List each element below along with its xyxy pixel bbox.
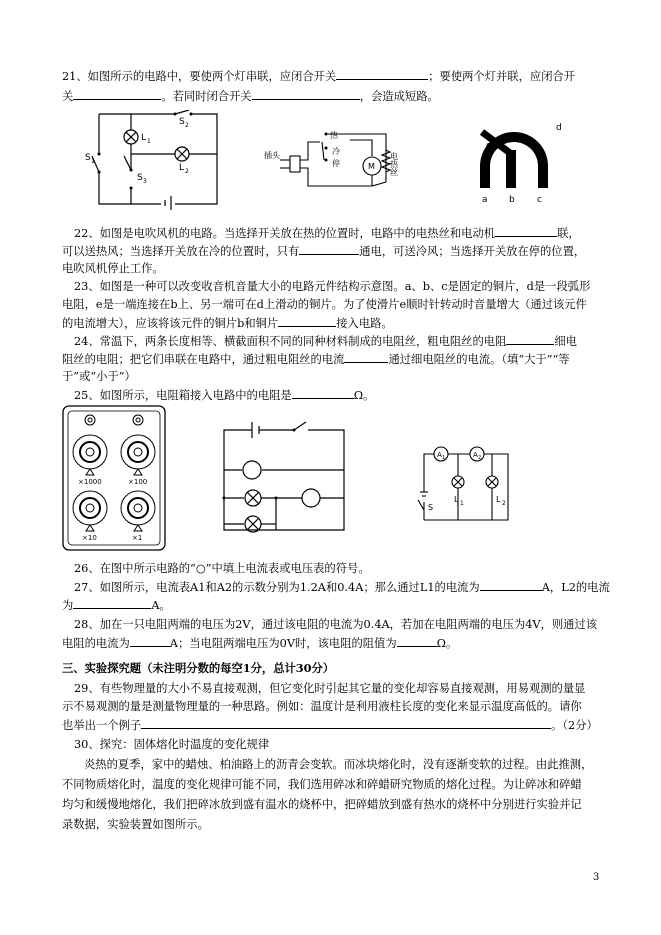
- q27-line1: 27、如图所示，电流表A1和A2的示数分别为1.2A和0.4A；那么通过L1的电流为 A，L2的电流: [74, 581, 610, 594]
- svg-text:2: 2: [502, 500, 506, 507]
- q30-line3: 不同物质熔化时，温度的变化规律可能不同，我们选用碎冰和碎蜡研究物质的熔化过程。为让碎冰和碎蜡: [62, 778, 582, 791]
- answer-blank[interactable]: [299, 243, 359, 255]
- q26-line: 26、在图中所示电路的“○”中填上电流表或电压表的符号。: [74, 562, 370, 575]
- svg-text:2: 2: [185, 122, 189, 129]
- q28-line1: 28、加在一只电阻两端的电压为2V，通过该电阻的电流为0.4A，若加在电阻两端的电压为4V，则通过该: [74, 618, 598, 631]
- q29-line1: 29、有些物理量的大小不易直接观测，但它变化时引起其它量的变化却容易直接观测，用易观测的量显: [74, 682, 586, 695]
- svg-text:插头: 插头: [264, 151, 280, 160]
- page-number: 3: [593, 872, 600, 883]
- answer-blank[interactable]: [130, 635, 170, 647]
- svg-text:停: 停: [332, 159, 340, 168]
- svg-text:a: a: [482, 195, 488, 205]
- svg-text:L: L: [141, 133, 147, 143]
- answer-blank[interactable]: [336, 68, 428, 80]
- svg-text:d: d: [556, 123, 562, 133]
- answer-blank[interactable]: [252, 88, 360, 100]
- answer-blank[interactable]: [141, 717, 551, 729]
- svg-text:×100: ×100: [128, 478, 148, 486]
- answer-blank[interactable]: [278, 315, 336, 327]
- svg-text:2: 2: [185, 168, 189, 175]
- svg-text:电热丝: 电热丝: [389, 152, 399, 176]
- q30-line4: 均匀和缓慢地熔化，我们把碎冰放到盛有温水的烧杯中，把碎蜡放到盛有热水的烧杯中分别进行实验并记: [62, 798, 582, 811]
- q22-line2: 可以送热风；当选择开关放在冷的位置时，只有 通电，可送冷风；当选择开关放在停的位置，: [62, 245, 586, 258]
- svg-text:M: M: [368, 162, 375, 171]
- q24-line3: 于”或“小于”）: [62, 370, 136, 383]
- svg-text:冷: 冷: [332, 147, 340, 156]
- ammeter-parallel-circuit-figure: [412, 440, 524, 530]
- svg-text:A: A: [473, 451, 478, 459]
- svg-text:c: c: [537, 195, 542, 205]
- q28-line2: 电阻的电流为 A；当电阻两端电压为0V时，该电阻的阻值为 Ω。: [62, 637, 458, 650]
- q23-line1: 23、如图是一种可以改变收音机音量大小的电路元件结构示意图。a、b、c是固定的铜片，d是一段弧形: [74, 280, 591, 293]
- answer-blank[interactable]: [506, 333, 554, 345]
- svg-text:热: 热: [330, 131, 338, 140]
- q30-line5: 录数据，实验装置如图所示。: [62, 818, 209, 831]
- svg-text:L: L: [179, 163, 185, 173]
- answer-blank[interactable]: [480, 579, 542, 591]
- q25-line: 25、如图所示，电阻箱接入电路中的电阻是 Ω。: [74, 389, 375, 402]
- q23-line2: 电阻，e是一端连接在b上、另一端可在d上滑动的铜片。为了使滑片e顺时针转动时音量增大（通过该元件: [62, 298, 587, 311]
- q29-line3: 也举出一个例子 。（2分）: [62, 719, 598, 732]
- svg-text:A: A: [437, 451, 442, 459]
- hair-dryer-circuit-figure: [262, 120, 412, 200]
- q21-line1: 21、如图所示的电路中，要使两个灯串联，应闭合开关 ；要使两个灯并联，应闭合开: [62, 70, 576, 83]
- svg-text:×10: ×10: [82, 534, 97, 542]
- svg-text:1: 1: [147, 138, 151, 145]
- q30-line1: 30、探究：固体熔化时温度的变化规律: [74, 738, 270, 751]
- svg-text:1: 1: [91, 158, 95, 165]
- svg-text:1: 1: [460, 500, 464, 507]
- svg-text:e: e: [486, 141, 492, 151]
- answer-blank[interactable]: [292, 387, 354, 399]
- svg-text:S: S: [428, 503, 434, 512]
- q23-line3: 的电流增大），应该将该元件的铜片b和铜片 接入电路。: [62, 317, 393, 330]
- q22-line3: 电吹风机停止工作。: [62, 262, 164, 275]
- q22-line1: 22、如图是电吹风机的电路。当选择开关放在热的位置时，电路中的电热丝和电动机 联，: [74, 227, 580, 240]
- svg-text:S: S: [85, 153, 91, 163]
- q24-line1: 24、常温下，两条长度相等、横截面积不同的同种材料制成的电阻丝，粗电阻丝的电阻 细电: [74, 335, 577, 348]
- q21-line2: 关 。若同时闭合开关 ，会造成短路。: [62, 90, 439, 103]
- q30-line2: 炎热的夏季，家中的蜡烛、柏油路上的沥青会变软。而冰块熔化时，没有逐渐变软的过程。由此推测，: [84, 758, 593, 771]
- svg-text:L: L: [496, 495, 501, 504]
- answer-blank[interactable]: [495, 225, 557, 237]
- potentiometer-figure: [448, 110, 588, 206]
- answer-blank[interactable]: [344, 351, 388, 363]
- q27-line2: 为 A。: [62, 599, 171, 612]
- svg-text:×1000: ×1000: [78, 478, 102, 486]
- answer-blank[interactable]: [73, 88, 161, 100]
- svg-text:1: 1: [442, 455, 446, 461]
- svg-text:L: L: [454, 495, 459, 504]
- q29-line2: 示不易观测的量是测量物理量的一种思路。例如：温度计是利用液柱长度的变化来显示温度高低的。请你: [62, 700, 582, 713]
- svg-text:b: b: [509, 195, 515, 205]
- answer-blank[interactable]: [73, 597, 151, 609]
- svg-text:3: 3: [143, 178, 147, 185]
- svg-text:S: S: [137, 173, 143, 183]
- q24-line2: 阻丝的电阻；把它们串联在电路中，通过粗电阻丝的电流 通过细电阻丝的电流。（填“大于”“等: [62, 353, 570, 366]
- section-heading: 三、实验探究题（未注明分数的每空1分，总计30分）: [62, 661, 335, 675]
- lamp-switch-circuit-figure: [85, 110, 235, 210]
- svg-text:×1: ×1: [132, 534, 143, 542]
- resistance-box-figure: [62, 405, 166, 551]
- meter-symbol-circuit-figure: [212, 418, 352, 536]
- svg-text:S: S: [179, 117, 185, 127]
- answer-blank[interactable]: [397, 635, 437, 647]
- svg-text:2: 2: [478, 455, 482, 461]
